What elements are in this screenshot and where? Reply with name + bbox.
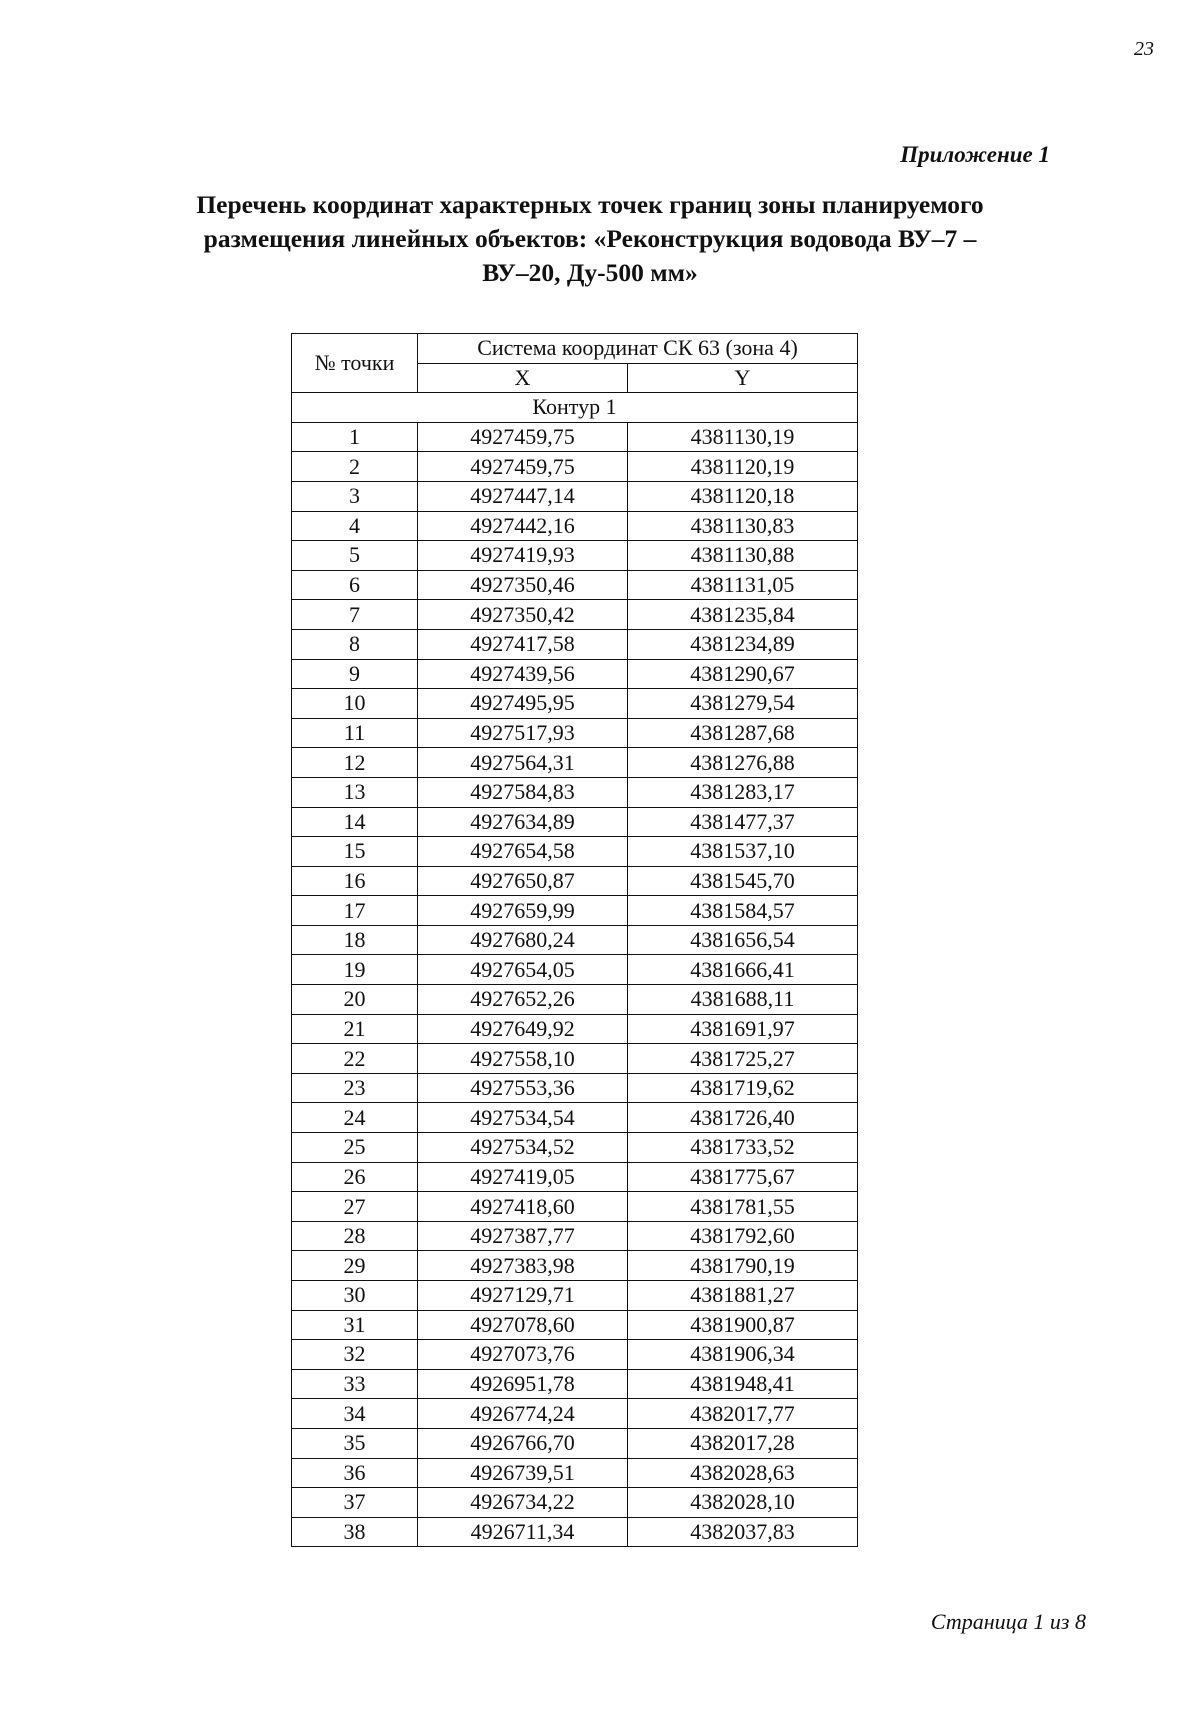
table-row [292,629,858,659]
x-coordinate-cell: 4927383,98 [418,1251,628,1281]
point-number-cell: 27 [292,1192,418,1222]
y-coordinate-cell: 4381948,41 [628,1369,858,1399]
y-coordinate-cell: 4382017,28 [628,1428,858,1458]
x-coordinate-cell: 4926951,78 [418,1369,628,1399]
table-row [292,837,858,867]
point-number-cell: 26 [292,1162,418,1192]
table-row [292,1044,858,1074]
point-number-cell: 21 [292,1014,418,1044]
point-number-cell: 8 [292,629,418,659]
x-coordinate-cell: 4927442,16 [418,511,628,541]
point-number-cell: 29 [292,1251,418,1281]
table-row [292,600,858,630]
table-row [292,1221,858,1251]
point-number-cell: 19 [292,955,418,985]
y-coordinate-cell: 4381545,70 [628,866,858,896]
table-row [292,1192,858,1222]
x-coordinate-cell: 4927387,77 [418,1221,628,1251]
x-coordinate-cell: 4927447,14 [418,481,628,511]
table-row [292,452,858,482]
table-row [292,718,858,748]
y-coordinate-cell: 4381881,27 [628,1281,858,1311]
point-number-cell: 24 [292,1103,418,1133]
x-coordinate-cell: 4927517,93 [418,718,628,748]
y-coordinate-cell: 4381691,97 [628,1014,858,1044]
table-row [292,1488,858,1518]
x-coordinate-cell: 4927350,46 [418,570,628,600]
title-line: Перечень координат характерных точек границ зоны планируемого [196,190,984,219]
x-coordinate-cell: 4927634,89 [418,807,628,837]
x-coordinate-cell: 4927650,87 [418,866,628,896]
point-number-cell: 34 [292,1399,418,1429]
table-row [292,1310,858,1340]
x-coordinate-cell: 4926766,70 [418,1428,628,1458]
y-coordinate-cell: 4381290,67 [628,659,858,689]
x-coordinate-cell: 4927459,75 [418,422,628,452]
point-number-cell: 17 [292,896,418,926]
table-row [292,689,858,719]
y-coordinate-cell: 4382028,63 [628,1458,858,1488]
y-coordinate-cell: 4381120,18 [628,481,858,511]
point-number-cell: 6 [292,570,418,600]
x-coordinate-cell: 4927417,58 [418,629,628,659]
point-number-cell: 16 [292,866,418,896]
point-number-cell: 22 [292,1044,418,1074]
table-body [292,393,858,1547]
y-coordinate-cell: 4381666,41 [628,955,858,985]
y-coordinate-cell: 4382017,77 [628,1399,858,1429]
point-number-cell: 18 [292,925,418,955]
coordinates-table [291,333,858,1547]
table-row [292,1340,858,1370]
point-number-cell: 3 [292,481,418,511]
table-row [292,422,858,452]
x-coordinate-cell: 4927439,56 [418,659,628,689]
point-number-cell: 38 [292,1517,418,1547]
point-number-cell: 20 [292,985,418,1015]
document-title [110,188,1070,290]
point-number-cell: 35 [292,1428,418,1458]
x-coordinate-cell: 4927654,58 [418,837,628,867]
y-coordinate-cell: 4381234,89 [628,629,858,659]
point-number-cell: 36 [292,1458,418,1488]
point-number-cell: 7 [292,600,418,630]
x-coordinate-cell: 4926711,34 [418,1517,628,1547]
table-row [292,985,858,1015]
y-coordinate-cell: 4381131,05 [628,570,858,600]
x-coordinate-cell: 4927419,93 [418,541,628,571]
point-number-cell: 13 [292,777,418,807]
x-coordinate-cell: 4927350,42 [418,600,628,630]
page-footer: Страница 1 из 8 [930,1609,1086,1634]
x-coordinate-cell: 4927564,31 [418,748,628,778]
point-number-cell: 2 [292,452,418,482]
point-number-cell: 33 [292,1369,418,1399]
y-coordinate-cell: 4381790,19 [628,1251,858,1281]
x-header: X [418,363,628,393]
x-coordinate-cell: 4927553,36 [418,1073,628,1103]
y-coordinate-cell: 4381477,37 [628,807,858,837]
y-coordinate-cell: 4381537,10 [628,837,858,867]
point-number-header: № точки [292,334,418,393]
x-coordinate-cell: 4927534,54 [418,1103,628,1133]
y-coordinate-cell: 4381726,40 [628,1103,858,1133]
y-coordinate-cell: 4381130,19 [628,422,858,452]
y-coordinate-cell: 4382028,10 [628,1488,858,1518]
section-title: Контур 1 [292,393,858,423]
x-coordinate-cell: 4927584,83 [418,777,628,807]
table-row [292,1399,858,1429]
table-row [292,896,858,926]
y-coordinate-cell: 4381279,54 [628,689,858,719]
table-header-row [292,334,858,364]
y-coordinate-cell: 4381283,17 [628,777,858,807]
table-row [292,659,858,689]
y-coordinate-cell: 4381656,54 [628,925,858,955]
point-number-cell: 9 [292,659,418,689]
page-number: 23 [1134,38,1154,60]
table-row [292,1369,858,1399]
x-coordinate-cell: 4927419,05 [418,1162,628,1192]
coordinate-system-header: Система координат СК 63 (зона 4) [418,334,858,364]
point-number-cell: 28 [292,1221,418,1251]
table-row [292,1458,858,1488]
table-row [292,1014,858,1044]
point-number-cell: 30 [292,1281,418,1311]
appendix-label: Приложение 1 [900,142,1050,167]
section-row [292,393,858,423]
x-coordinate-cell: 4926734,22 [418,1488,628,1518]
x-coordinate-cell: 4927659,99 [418,896,628,926]
point-number-cell: 31 [292,1310,418,1340]
table-row [292,807,858,837]
y-coordinate-cell: 4382037,83 [628,1517,858,1547]
point-number-cell: 14 [292,807,418,837]
table-row [292,1281,858,1311]
point-number-cell: 25 [292,1133,418,1163]
x-coordinate-cell: 4927129,71 [418,1281,628,1311]
x-coordinate-cell: 4927073,76 [418,1340,628,1370]
table-row [292,777,858,807]
table-row [292,511,858,541]
table-row [292,748,858,778]
x-coordinate-cell: 4927654,05 [418,955,628,985]
x-coordinate-cell: 4927558,10 [418,1044,628,1074]
table-row [292,955,858,985]
point-number-cell: 5 [292,541,418,571]
y-coordinate-cell: 4381775,67 [628,1162,858,1192]
table-row [292,541,858,571]
y-header: Y [628,363,858,393]
x-coordinate-cell: 4927652,26 [418,985,628,1015]
point-number-cell: 11 [292,718,418,748]
table-row [292,570,858,600]
y-coordinate-cell: 4381287,68 [628,718,858,748]
y-coordinate-cell: 4381719,62 [628,1073,858,1103]
point-number-cell: 37 [292,1488,418,1518]
y-coordinate-cell: 4381906,34 [628,1340,858,1370]
x-coordinate-cell: 4927078,60 [418,1310,628,1340]
point-number-cell: 15 [292,837,418,867]
y-coordinate-cell: 4381130,83 [628,511,858,541]
y-coordinate-cell: 4381733,52 [628,1133,858,1163]
table-row [292,1428,858,1458]
x-coordinate-cell: 4927534,52 [418,1133,628,1163]
table-row [292,1073,858,1103]
point-number-cell: 23 [292,1073,418,1103]
y-coordinate-cell: 4381688,11 [628,985,858,1015]
title-line: размещения линейных объектов: «Реконструкция водовода ВУ–7 – [203,224,977,253]
y-coordinate-cell: 4381130,88 [628,541,858,571]
x-coordinate-cell: 4927680,24 [418,925,628,955]
title-line: ВУ–20, Ду-500 мм» [482,258,698,287]
table-row [292,1517,858,1547]
table-row [292,1162,858,1192]
y-coordinate-cell: 4381781,55 [628,1192,858,1222]
x-coordinate-cell: 4927495,95 [418,689,628,719]
x-coordinate-cell: 4927459,75 [418,452,628,482]
y-coordinate-cell: 4381792,60 [628,1221,858,1251]
point-number-cell: 4 [292,511,418,541]
y-coordinate-cell: 4381235,84 [628,600,858,630]
table-row [292,866,858,896]
x-coordinate-cell: 4926774,24 [418,1399,628,1429]
table-row [292,481,858,511]
point-number-cell: 12 [292,748,418,778]
table-row [292,1251,858,1281]
x-coordinate-cell: 4927649,92 [418,1014,628,1044]
y-coordinate-cell: 4381584,57 [628,896,858,926]
table-row [292,1103,858,1133]
point-number-cell: 1 [292,422,418,452]
y-coordinate-cell: 4381725,27 [628,1044,858,1074]
y-coordinate-cell: 4381276,88 [628,748,858,778]
table-row [292,925,858,955]
table-row [292,1133,858,1163]
point-number-cell: 32 [292,1340,418,1370]
x-coordinate-cell: 4927418,60 [418,1192,628,1222]
x-coordinate-cell: 4926739,51 [418,1458,628,1488]
y-coordinate-cell: 4381120,19 [628,452,858,482]
point-number-cell: 10 [292,689,418,719]
y-coordinate-cell: 4381900,87 [628,1310,858,1340]
